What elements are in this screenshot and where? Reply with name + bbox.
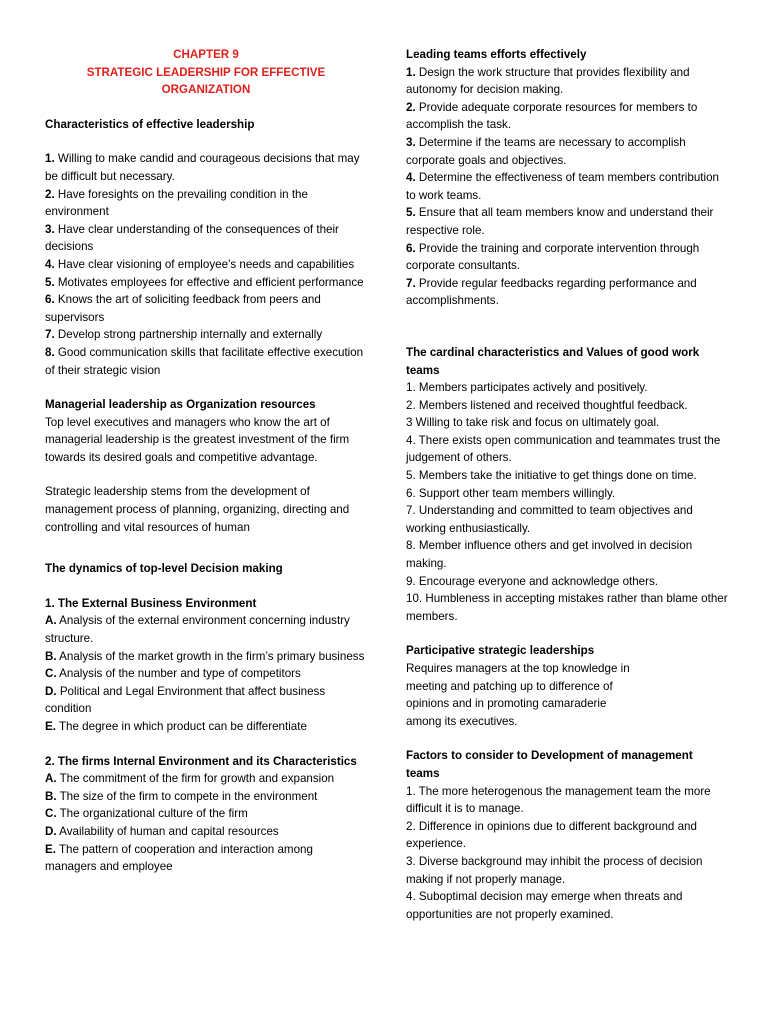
- list-item: 1. Design the work structure that provides flexibility and autonomy for decision making.: [406, 65, 690, 97]
- managerial-heading: Managerial leadership as Organization resources: [45, 398, 316, 412]
- internal-list: [45, 770, 367, 876]
- strategic-body: Strategic leadership stems from the development of management process of planning, organizing, directing and controlling and vital resources of human: [45, 485, 350, 534]
- list-item: 4. Have clear visioning of employee’s needs and capabilities: [45, 257, 355, 271]
- characteristics-heading: Characteristics of effective leadership: [45, 117, 255, 131]
- list-item: 5. Motivates employees for effective and efficient performance: [45, 275, 364, 289]
- list-item: B. The size of the firm to compete in the environment: [45, 789, 318, 803]
- list-item: 2. Difference in opinions due to different background and experience.: [406, 819, 697, 851]
- list-item: 7. Provide regular feedbacks regarding performance and accomplishments.: [406, 276, 697, 308]
- list-item: C. Analysis of the number and type of competitors: [45, 667, 301, 681]
- list-item: 5. Ensure that all team members know and understand their respective role.: [406, 206, 714, 237]
- list-item: 6. Support other team members willingly.: [406, 486, 616, 500]
- list-item: 4. There exists open communication and teammates trust the judgement of others.: [406, 433, 721, 465]
- list-item: 3. Diverse background may inhibit the process of decision making if not properly manage.: [406, 854, 703, 886]
- list-item: 5. Members take the initiative to get things done on time.: [406, 469, 697, 483]
- list-item: 3 Willing to take risk and focus on ultimately goal.: [406, 416, 660, 430]
- list-item: 4. Determine the effectiveness of team members contribution to work teams.: [406, 171, 719, 202]
- dynamics-heading: The dynamics of top-level Decision making: [45, 562, 283, 576]
- body-line: Requires managers at the top knowledge in: [406, 662, 630, 675]
- right-column: [406, 46, 728, 923]
- list-item: A. Analysis of the external environment concerning industry structure.: [45, 614, 350, 646]
- list-item: 6. Provide the training and corporate intervention through corporate consultants.: [406, 241, 700, 273]
- list-item: E. The degree in which product can be differentiate: [45, 720, 307, 733]
- external-heading: 1. The External Business Environment: [45, 596, 257, 610]
- list-item: 1. Willing to make candid and courageous decisions that may be difficult but necessary.: [45, 152, 360, 183]
- list-item: 3. Have clear understanding of the consequences of their decisions: [45, 222, 339, 254]
- list-item: A. The commitment of the firm for growth and expansion: [45, 772, 335, 786]
- factors-list: [406, 783, 728, 924]
- body-line: opinions and in promoting camaraderie: [406, 697, 607, 711]
- list-item: 1. Members participates actively and positively.: [406, 381, 648, 395]
- left-column: [45, 46, 367, 876]
- participative-heading: Participative strategic leaderships: [406, 644, 595, 658]
- leading-list: [406, 64, 728, 310]
- list-item: 7. Understanding and committed to team objectives and working enthusiastically.: [406, 504, 693, 535]
- list-item: D. Availability of human and capital resources: [45, 824, 279, 838]
- list-item: 10. Humbleness in accepting mistakes rather than blame other members.: [406, 592, 728, 623]
- list-item: 9. Encourage everyone and acknowledge others.: [406, 574, 659, 588]
- body-line: meeting and patching up to difference of: [406, 679, 613, 693]
- list-item: 8. Member influence others and get involved in decision making.: [406, 539, 693, 571]
- characteristics-list: [45, 150, 367, 379]
- list-item: 2. Members listened and received thoughtful feedback.: [406, 398, 688, 412]
- list-item: B. Analysis of the market growth in the firm’s primary business: [45, 649, 365, 663]
- factors-heading: Factors to consider to Development of management teams: [406, 749, 693, 780]
- list-item: C. The organizational culture of the firm: [45, 807, 248, 821]
- leading-heading: Leading teams efforts effectively: [406, 48, 587, 61]
- list-item: 7. Develop strong partnership internally and externally: [45, 328, 323, 342]
- participative-body: [406, 660, 728, 730]
- cardinal-heading: The cardinal characteristics and Values of good work teams: [406, 345, 700, 377]
- managerial-body: Top level executives and managers who know the art of managerial leadership is the greatest investment of the firm towards its desired goals and competitive advantage.: [45, 415, 350, 464]
- chapter-title: STRATEGIC LEADERSHIP FOR EFFECTIVE ORGANIZATION: [86, 65, 326, 97]
- list-item: 8. Good communication skills that facilitate effective execution of their strategic vision: [45, 345, 364, 377]
- list-item: D. Political and Legal Environment that affect business condition: [45, 684, 326, 716]
- external-list: [45, 612, 367, 735]
- list-item: 2. Have foresights on the prevailing condition in the environment: [45, 187, 308, 219]
- internal-heading: 2. The firms Internal Environment and its Characteristics: [45, 754, 357, 768]
- list-item: 6. Knows the art of soliciting feedback from peers and supervisors: [45, 293, 321, 324]
- list-item: E. The pattern of cooperation and interaction among managers and employee: [45, 842, 313, 874]
- cardinal-list: [406, 379, 728, 625]
- list-item: 1. The more heterogenous the management team the more difficult it is to manage.: [406, 784, 711, 816]
- list-item: 2. Provide adequate corporate resources for members to accomplish the task.: [406, 100, 698, 132]
- body-line: among its executives.: [406, 714, 518, 728]
- list-item: 4. Suboptimal decision may emerge when threats and opportunities are not properly examined.: [406, 890, 683, 921]
- list-item: 3. Determine if the teams are necessary to accomplish corporate goals and objectives.: [406, 135, 686, 167]
- chapter-number: CHAPTER 9: [173, 48, 239, 61]
